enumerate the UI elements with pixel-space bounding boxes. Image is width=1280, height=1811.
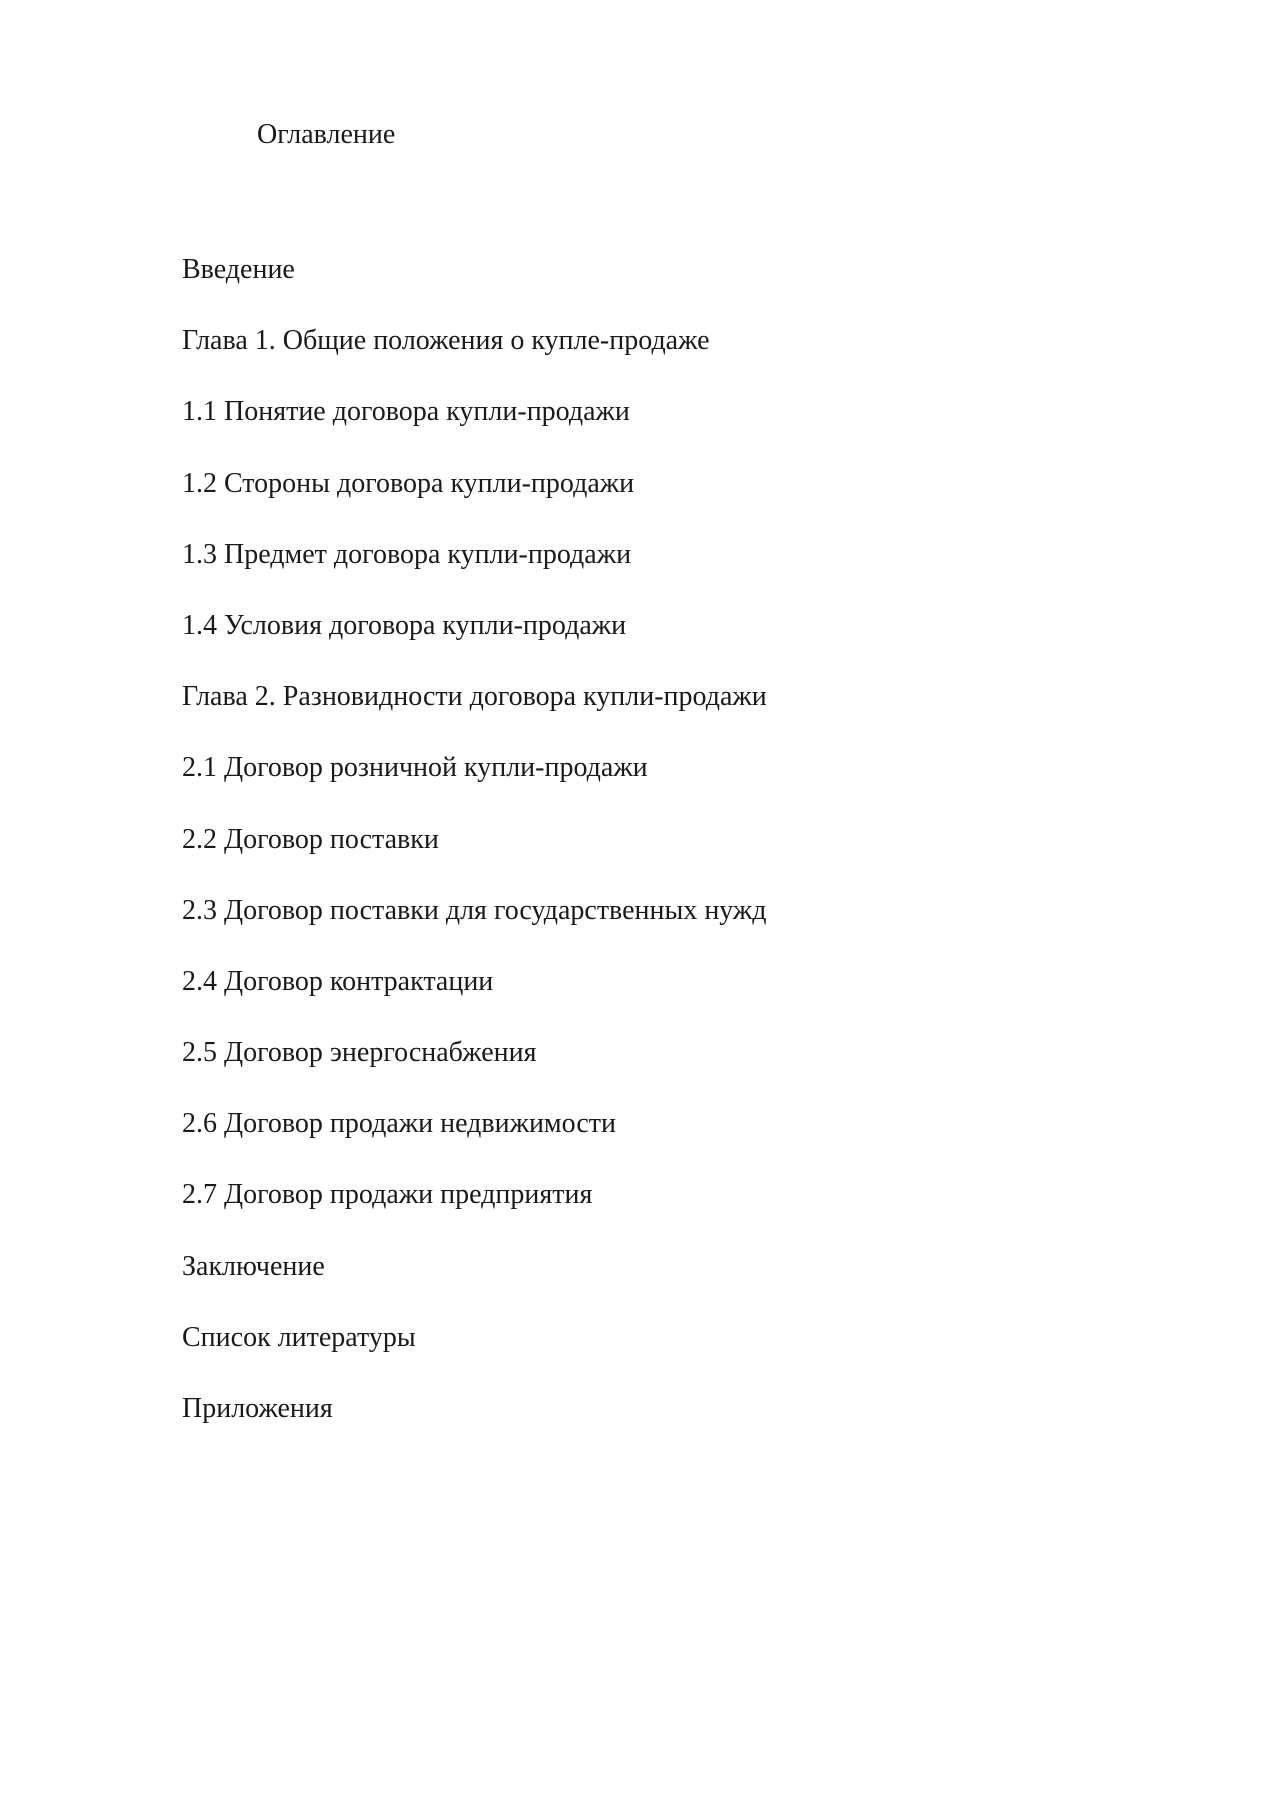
toc-entry-1-3: 1.3 Предмет договора купли-продажи [182, 538, 632, 570]
toc-entry-1-2: 1.2 Стороны договора купли-продажи [182, 467, 635, 499]
toc-entry-2-2: 2.2 Договор поставки [182, 823, 439, 855]
toc-entry-2-4: 2.4 Договор контрактации [182, 965, 494, 997]
toc-entry-1-4: 1.4 Условия договора купли-продажи [182, 609, 627, 641]
toc-entry-2-3: 2.3 Договор поставки для государственных нужд [182, 894, 767, 926]
toc-entry-1-1: 1.1 Понятие договора купли-продажи [182, 396, 630, 428]
toc-entry-appendices: Приложения [182, 1393, 333, 1424]
toc-entry-chapter-2: Глава 2. Разновидности договора купли-продажи [182, 681, 767, 713]
toc-entry-chapter-1: Глава 1. Общие положения о купле-продаже [182, 325, 710, 357]
toc-entry-2-6: 2.6 Договор продажи недвижимости [182, 1108, 616, 1140]
toc-entry-conclusion: Заключение [182, 1250, 325, 1282]
toc-entry-2-5: 2.5 Договор энергоснабжения [182, 1037, 537, 1069]
toc-entry-2-7: 2.7 Договор продажи предприятия [182, 1179, 593, 1211]
toc-entry-references: Список литературы [182, 1321, 416, 1353]
toc-title: Оглавление [257, 119, 396, 150]
toc-entry-introduction: Введение [182, 254, 295, 285]
toc-list [182, 253, 767, 1463]
toc-entry-2-1: 2.1 Договор розничной купли-продажи [182, 752, 648, 784]
